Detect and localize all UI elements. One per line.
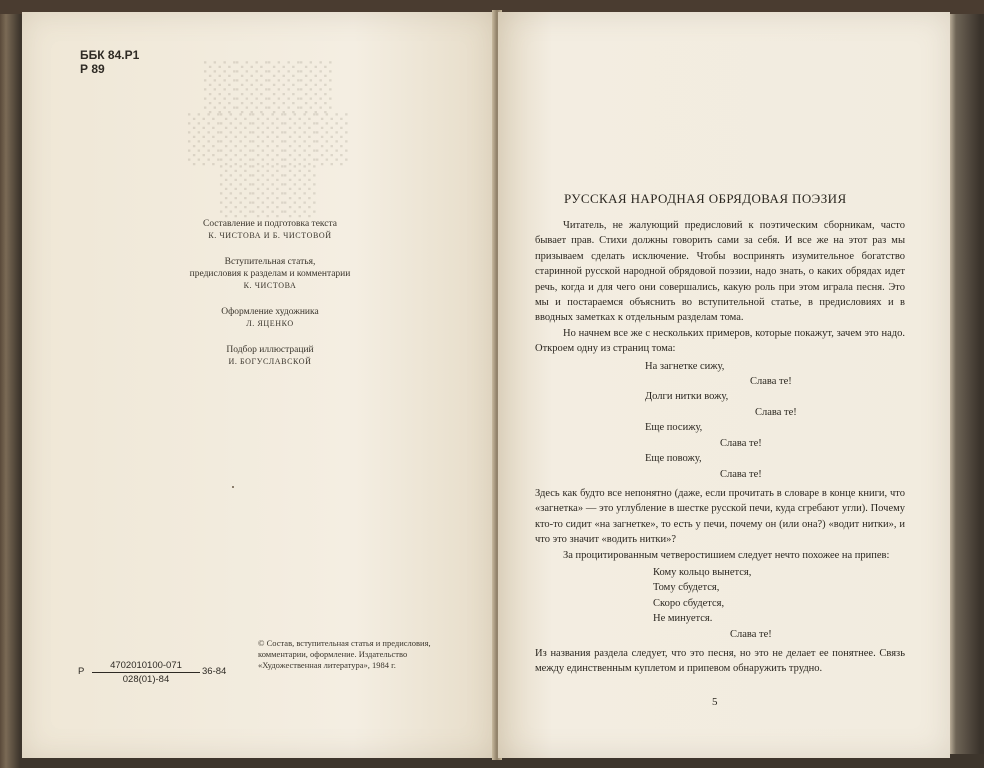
verse-line: Тому сбудется, (653, 582, 720, 594)
credit-role: Подбор иллюстраций (226, 345, 314, 355)
catalog-denominator: 028(01)-84 (122, 674, 170, 685)
chapter-title: РУССКАЯ НАРОДНАЯ ОБРЯДОВАЯ ПОЭЗИЯ (564, 191, 847, 206)
verse-line: Еще повожу, (645, 453, 702, 465)
credit-compilation (150, 218, 390, 242)
verse-quote-1 (535, 359, 905, 482)
credit-names: И. БОГУСЛАВСКОЙ (228, 357, 312, 366)
credit-role: Составление и подготовка текста (202, 219, 337, 229)
copyright-notice: © Состав, вступительная статья и предисловия, комментарии, оформление. Издательство «Художественная литература», 1984 г. (258, 638, 431, 670)
verse-refrain: Слава те! (720, 437, 762, 449)
credit-design (150, 306, 390, 330)
bbk-line-1: ББК 84.Р1 (80, 48, 140, 62)
credit-illustrations (150, 344, 390, 368)
page-stack-edge (950, 14, 984, 754)
page-number: 5 (712, 696, 718, 708)
paper-speck (232, 486, 234, 488)
catalog-numerator: 4702010100-071 (92, 660, 200, 673)
credit-role: Оформление художника (221, 307, 319, 317)
verse-line: Долги нитки вожу, (645, 391, 729, 403)
verse-refrain: Слава те! (755, 406, 797, 418)
paragraph: Читатель, не жалующий предисловий к поэтическим сборникам, часто бывает прав. Стихи должны говорить сами за себя. И все же на этот раз мы призываем сделать исключение. Чтобы воспринять изумительное богатство старинной русской народной обрядовой поэзии, надо знать, о каких обрядах идет речь, когда и для чего они совершались, какую роль при этом играла песня. Это мы и постараемся объяснить во вступительной статье, в предисловиях и в вводных заметках к отдельным разделам тома. (535, 220, 905, 324)
verse-line: Кому кольцо вынется, (653, 566, 752, 578)
verse-line: Еще посижу, (645, 422, 703, 434)
catalog-prefix: Р (78, 666, 85, 677)
verse-refrain: Слава те! (750, 376, 792, 388)
verse-refrain: Слава те! (730, 628, 772, 640)
verse-quote-2 (535, 565, 905, 642)
credit-names: К. ЧИСТОВА (243, 281, 297, 290)
paragraph: Но начнем все же с нескольких примеров, которые покажут, зачем это надо. Откроем одну из страниц тома: (535, 327, 905, 355)
credit-names: К. ЧИСТОВА И Б. ЧИСТОВОЙ (208, 231, 332, 240)
bbk-classification (80, 48, 139, 76)
catalog-fraction (92, 660, 200, 685)
article-body (535, 218, 905, 677)
credit-introduction (150, 256, 390, 292)
verse-line: Скоро сбудется, (653, 597, 725, 609)
verse-line: Не минуется. (653, 613, 713, 625)
paragraph: Из названия раздела следует, что это песня, но это не делает ее понятнее. Связь между единственным куплетом и припевом обнаружить трудно. (535, 647, 905, 675)
credit-role: Вступительная статья, (224, 257, 316, 267)
paragraph: За процитированным четверостишием следует нечто похожее на припев: (563, 549, 890, 561)
bleed-through-title: ░░░░ ░░░░░ ░░░ (189, 59, 351, 216)
credit-role-continued: предисловия к разделам и комментарии (189, 269, 351, 279)
verse-refrain: Слава те! (720, 468, 762, 480)
paragraph: Здесь как будто все непонятно (даже, если прочитать в словаре в конце книги, что «загнетка» — это углубление в шестке русской печи, куда сгребают угли). Почему кто-то сидит «на загнетке», то есть у печи, почему он (или она?) «водит нитки», и что это значит «водить нитки»? (535, 487, 905, 546)
credits-block (150, 218, 390, 382)
bbk-line-2: Р 89 (80, 62, 105, 76)
credit-names: Л. ЯЦЕНКО (246, 319, 294, 328)
catalog-year-code: 36-84 (202, 666, 227, 677)
verse-line: На загнетке сижу, (645, 360, 725, 372)
